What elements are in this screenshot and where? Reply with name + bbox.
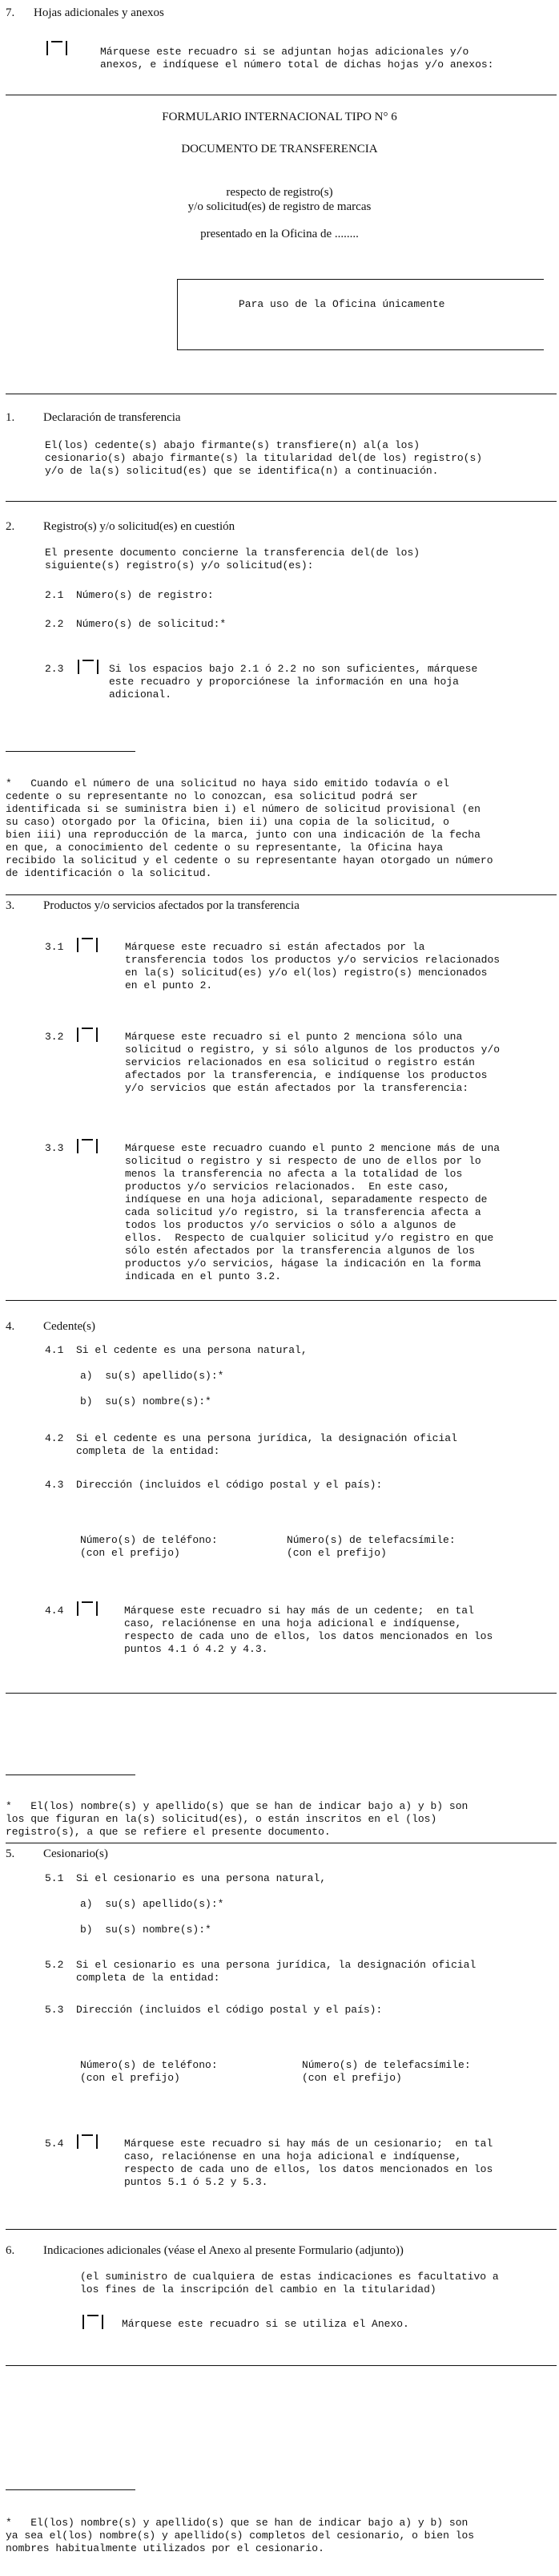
item-2-3-number: 2.3 (45, 663, 64, 675)
section-5-number: 5. (6, 1847, 15, 1860)
item-4-3: 4.3 Dirección (incluidos el código postal y el país): (45, 1479, 383, 1491)
section-6-checkbox-text: Márquese este recuadro si se utiliza el Anexo. (122, 2318, 409, 2330)
section-4-title: Cedente(s) (43, 1320, 95, 1333)
section-7-checkbox-text: Márquese este recuadro si se adjuntan hojas adicionales y/o anexos, e indíquese el número total de dichas hojas y/o anexos: (100, 46, 494, 71)
item-3-3-text: Márquese este recuadro cuando el punto 2 mencione más de una solicitud o registro y si respecto de uno de ellos por lo menos la transferencia no afecta a la totalidad de los productos y/o servicios relacionados. En este caso, indíquese en una hoja adicional, separadamente respecto de cada solicitud y/o registro, si la transferencia afecta a todos los productos y/o servicios o sólo a algunos de ellos. Respecto de cualquier solicitud y/o registro en que sólo estén afectados por la transferencia algunos de los productos y/o servicios, hágase la indicación en la forma indicada en el punto 3.2. (125, 1142, 501, 1282)
item-3-3-checkbox[interactable] (77, 1139, 98, 1153)
footnote-2: * El(los) nombre(s) y apellido(s) que se han de indicar bajo a) y b) son los que figuran en la(s) solicitud(es), o están inscritos en el (los) registro(s), a que se refiere el presente documento. (6, 1800, 469, 1838)
item-3-1-checkbox[interactable] (77, 938, 98, 952)
section-3-number: 3. (6, 899, 15, 912)
item-4-1: 4.1 Si el cedente es una persona natural, (45, 1344, 308, 1356)
item-3-2-number: 3.2 (45, 1031, 64, 1043)
section-2-intro: El presente documento concierne la transferencia del(de los) siguiente(s) registro(s) y/o solicitud(es): (45, 547, 420, 571)
item-4-4-checkbox[interactable] (77, 1601, 98, 1616)
cedente-fax-label: Número(s) de telefacsímile: (con el prefijo) (287, 1534, 456, 1559)
item-3-2-text: Márquese este recuadro si el punto 2 menciona sólo una solicitud o registro, y si sólo algunos de los productos y/o servicios relacionados en esa solicitud o registro están afectados por la transferencia, e indíquense los productos y/o servicios que están afectados por la transferencia: (125, 1031, 501, 1094)
item-5-4-text: Márquese este recuadro si hay más de un cesionario; en tal caso, relaciónense en una hoja adicional e indíquense, respecto de cada uno de ellos, los datos mencionados en los puntos 5.1 ó 5.2 y 5.3. (124, 2138, 493, 2188)
section-1-title: Declaración de transferencia (43, 411, 181, 424)
divider (6, 1300, 557, 1301)
section-2-title: Registro(s) y/o solicitud(es) en cuestión (43, 520, 235, 533)
item-4-1-b: b) su(s) nombre(s):* (80, 1395, 211, 1407)
section-6-heading (43, 2243, 404, 2258)
footnote-3: * El(los) nombre(s) y apellido(s) que se han de indicar bajo a) y b) son ya sea el(los) nombre(s) y apellido(s) completos del cesionario, o bien los nombres habitualmente utilizados por el cesionario. (6, 2517, 475, 2554)
office-use-label: Para uso de la Oficina únicamente (239, 298, 445, 310)
office-box-side (177, 279, 178, 349)
form-title: FORMULARIO INTERNACIONAL TIPO N° 6 (162, 111, 397, 123)
section-6-text: (el suministro de cualquiera de estas indicaciones es facultativo a los fines de la inscripción del cambio en la titularidad) (80, 2271, 499, 2295)
section-5-title: Cesionario(s) (43, 1847, 108, 1860)
item-4-1-a: a) su(s) apellido(s):* (80, 1370, 224, 1382)
item-4-4-number: 4.4 (45, 1605, 64, 1617)
footnote-rule (6, 2489, 135, 2490)
section-6-checkbox[interactable] (82, 2315, 103, 2329)
item-3-1-text: Márquese este recuadro si están afectados por la transferencia todos los productos y/o servicios relacionados en la(s) solicitud(es) y/o el(los) registro(s) mencionados en el punto 2. (125, 941, 501, 991)
item-5-3: 5.3 Dirección (incluidos el código postal y el país): (45, 2004, 383, 2016)
respecto-line-1: respecto de registro(s) (226, 186, 333, 199)
item-4-4-text: Márquese este recuadro si hay más de un cedente; en tal caso, relaciónense en una hoja adicional e indíquense, respecto de cada uno de ellos, los datos mencionados en los puntos 4.1 ó 4.2 y 4.3. (124, 1605, 493, 1655)
respecto-line-2: y/o solicitud(es) de registro de marcas (187, 200, 372, 213)
document-title: DOCUMENTO DE TRANSFERENCIA (181, 143, 378, 155)
item-3-3-number: 3.3 (45, 1142, 64, 1154)
section-1-text: El(los) cedente(s) abajo firmante(s) transfiere(n) al(a los) cesionario(s) abajo firmante(s) la titularidad del(de los) registro(s) y/o de la(s) solicitud(es) que se identifica(n) a continuación. (45, 439, 483, 477)
item-5-4-number: 5.4 (45, 2138, 64, 2150)
section-7-checkbox[interactable] (46, 41, 67, 55)
item-2-3-text: Si los espacios bajo 2.1 ó 2.2 no son suficientes, márquese este recuadro y proporciónese la información en una hoja adicional. (109, 663, 478, 701)
section-2-number: 2. (6, 520, 15, 533)
item-4-2: 4.2 Si el cedente es una persona jurídica, la designación oficial completa de la entidad: (45, 1432, 457, 1457)
item-5-1-b: b) su(s) nombre(s):* (80, 1924, 211, 1936)
divider (6, 501, 557, 502)
item-5-2: 5.2 Si el cesionario es una persona jurídica, la designación oficial completa de la entidad: (45, 1959, 477, 1984)
presentado-line: presentado en la Oficina de ........ (200, 228, 359, 240)
item-3-2-checkbox[interactable] (77, 1028, 98, 1042)
section-6-title: Indicaciones adicionales (43, 2244, 162, 2257)
divider (6, 894, 557, 895)
item-2-3-checkbox[interactable] (78, 660, 99, 674)
item-5-4-checkbox[interactable] (77, 2134, 98, 2149)
divider (6, 2229, 557, 2230)
footnote-1: * Cuando el número de una solicitud no haya sido emitido todavía o el cedente o su representante no lo conozcan, esa solicitud podrá ser identificada si se suministra bien i) el número de solicitud provisional (en su caso) otorgado por la Oficina, bien ii) una copia de la solicitud, o bien iii) una reproducción de la marca, junto con una indicación de la fecha en que, a conocimiento del cedente o su representante, la Oficina haya recibido la solicitud y el cedente o su representante hayan otorgado un número de identificación o la solicitud. (6, 777, 493, 879)
section-7-title: Hojas adicionales y anexos (34, 6, 164, 19)
item-3-1-number: 3.1 (45, 941, 64, 953)
cedente-phone-label: Número(s) de teléfono: (con el prefijo) (80, 1534, 218, 1559)
footnote-rule (6, 751, 135, 752)
section-4-number: 4. (6, 1320, 15, 1333)
item-2-2: 2.2 Número(s) de solicitud:* (45, 618, 227, 630)
item-2-1: 2.1 Número(s) de registro: (45, 589, 214, 601)
cesionario-fax-label: Número(s) de telefacsímile: (con el prefijo) (302, 2059, 471, 2084)
divider (6, 2365, 557, 2366)
section-3-title: Productos y/o servicios afectados por la transferencia (43, 899, 300, 912)
item-5-1-a: a) su(s) apellido(s):* (80, 1898, 224, 1910)
section-6-number: 6. (6, 2244, 15, 2257)
section-7-number: 7. (6, 6, 15, 19)
office-box-bottom (177, 349, 544, 350)
office-box-top (177, 279, 544, 280)
item-5-1: 5.1 Si el cesionario es una persona natural, (45, 1872, 327, 1884)
cesionario-phone-label: Número(s) de teléfono: (con el prefijo) (80, 2059, 218, 2084)
section-1-number: 1. (6, 411, 15, 424)
divider (6, 1693, 557, 1694)
section-6-title-suffix: (véase el Anexo al presente Formulario (adjunto)) (161, 2244, 404, 2257)
